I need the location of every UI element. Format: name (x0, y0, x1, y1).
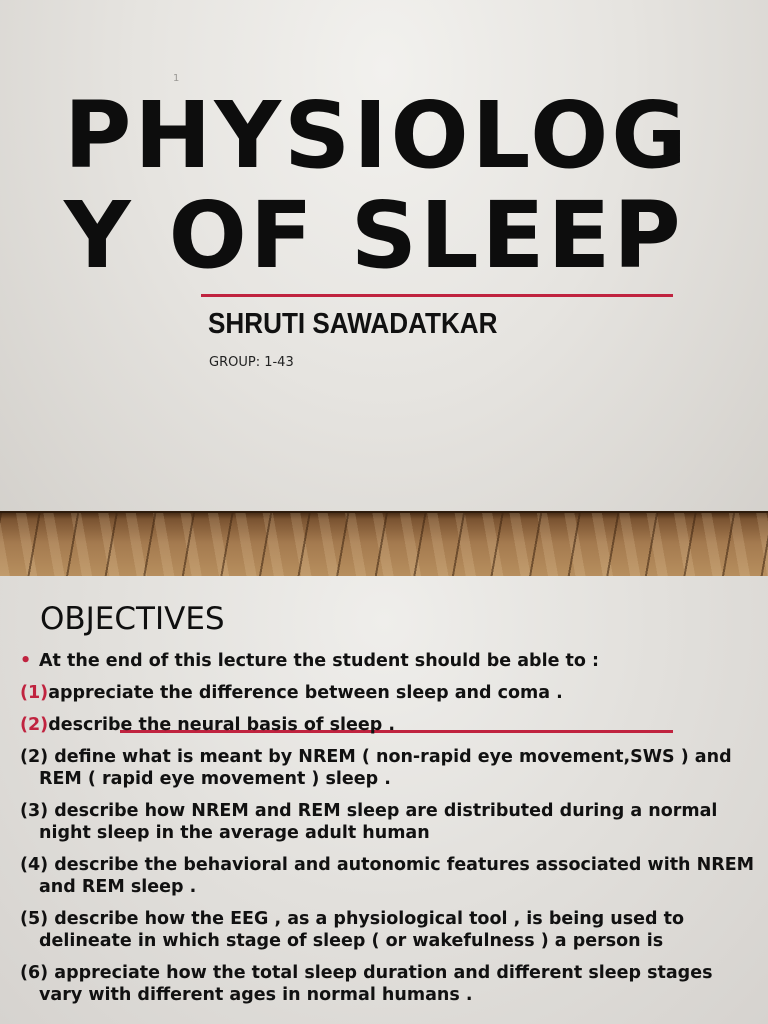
item-number: (1) (20, 683, 49, 703)
intro-text: At the end of this lecture the student should be able to : (39, 651, 600, 671)
list-item: (6) appreciate how the total sleep duration and different sleep stages vary with different ages in normal humans . (20, 963, 713, 1005)
list-item (20, 682, 760, 704)
item-text: appreciate the difference between sleep and coma . (48, 683, 563, 703)
page-number: 1 (173, 73, 180, 84)
title-divider (201, 294, 673, 297)
slide-title (64, 82, 704, 289)
wood-floor-decoration (0, 511, 768, 576)
bullet-icon: • (20, 651, 32, 671)
item-text: describe the neural basis of sleep . (48, 715, 396, 735)
objectives-heading: OBJECTIVES (40, 601, 225, 637)
list-item (20, 650, 760, 672)
list-item (20, 714, 760, 736)
slide-title-line2: Y OF SLEEP (64, 182, 684, 289)
group-label: GROUP: 1-43 (209, 355, 294, 370)
list-item: (5) describe how the EEG , as a physiological tool , is being used to delineate in which stage of sleep ( or wakefulness ) a person is (20, 909, 685, 951)
list-item: (2) define what is meant by NREM ( non-rapid eye movement,SWS ) and REM ( rapid eye movement ) sleep . (20, 747, 732, 789)
objectives-slide (0, 576, 768, 1024)
objectives-list (20, 650, 760, 1016)
slide-title-line1: PHYSIOLOG (64, 82, 690, 189)
author-name: SHRUTI SAWADATKAR (208, 308, 498, 340)
list-item: (4) describe the behavioral and autonomic features associated with NREM and REM sleep . (20, 855, 755, 897)
list-item: (3) describe how NREM and REM sleep are distributed during a normal night sleep in the average adult human (20, 801, 718, 843)
item-number: (2) (20, 715, 49, 735)
